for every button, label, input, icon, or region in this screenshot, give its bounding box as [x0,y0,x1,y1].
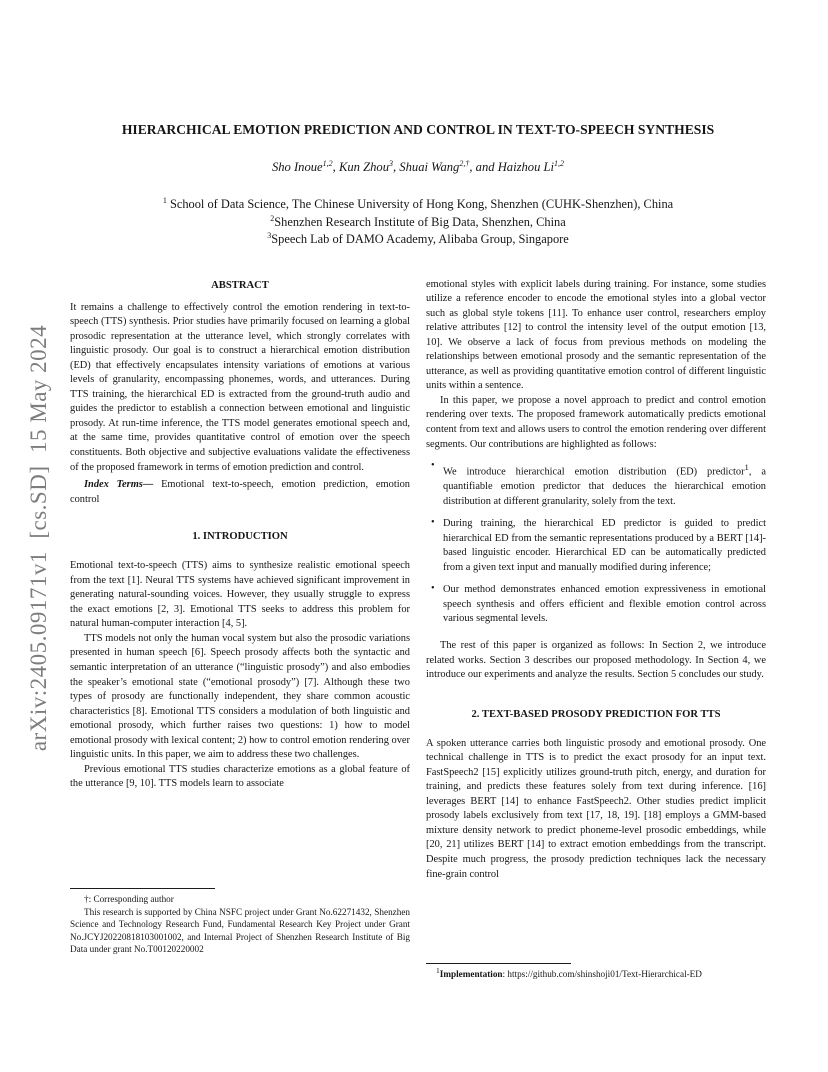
footnote-ref-sup: 1 [744,462,749,473]
affiliation-line [70,196,766,214]
contribution-text: We introduce hierarchical emotion distribution (ED) predictor [443,466,745,478]
author-affiliation-sup: 2,† [459,158,470,168]
left-footnote [70,888,410,955]
author-separator: , [332,160,339,174]
paper-content [70,120,766,981]
intro-paragraph-proposal: In this paper, we propose a novel approach to predict and control emotion rendering over texts. The proposed framework automatically predicts emotional content from text and allows users to control the emotion rendering over different segments. Our contributions are highlighted as follows: [426,394,766,450]
intro-paragraph-1: Emotional text-to-speech (TTS) aims to synthesize realistic emotional speech from the text [1]. Neural TTS systems have achieved significant improvement in generating natural-sounding voices. However, they usually struggle to express the exact emotions [2, 3]. Emotional TTS seeks to address this problem for natural human-computer interaction [4, 5]. [70,560,410,630]
abstract-heading: ABSTRACT [211,279,269,291]
funding-note: This research is supported by China NSFC project under Grant No.62271432, Shenzhen Science and Technology Research Fund, Fundamental Research Key Project under Grant No.JCYJ20220818103001002, and Internal Project of Shenzhen Research Institute of Big Data under grant No.T00120220002 [70,906,410,955]
author-name: Sho Inoue [271,160,323,174]
index-terms-label: Index Terms— [84,479,154,491]
left-column [70,278,410,956]
implementation-url: : https://github.com/shinshoji01/Text-Hierarchical-ED [502,969,702,980]
author-name: Haizhou Li [497,160,555,174]
intro-paragraph-3: Previous emotional TTS studies characterize emotions as a global feature of the utterance [9, 10]. TTS models learn to associate [70,763,410,790]
contribution-item [431,517,766,575]
contribution-text: Our method demonstrates enhanced emotion expressiveness in emotional speech synthesis and offers efficient and flexible emotion control across various segmental levels. [443,584,766,625]
right-footnote [426,963,766,980]
bullet-icon: • [431,460,435,472]
footnote-number-sup: 1 [436,966,440,976]
contribution-text: , a quantifiable emotion predictor that deduces the hierarchical emotion distribution at different granularity, solely from the text. [443,466,766,507]
implementation-note [426,968,766,980]
affiliation-line [70,231,766,249]
two-column-body [70,278,766,981]
contribution-item [431,583,766,627]
index-terms [70,478,410,507]
affiliation-text: Speech Lab of DAMO Academy, Alibaba Group, Singapore [271,232,569,246]
corresponding-author-note: †: Corresponding author [84,894,174,905]
affiliation-block [70,196,766,249]
affiliation-sup: 2 [270,213,275,223]
author-separator: , [393,160,400,174]
footnote-rule [70,888,215,889]
author [272,160,339,174]
author-affiliation-sup: 3 [389,158,393,168]
intro-paragraph-continued: emotional styles with explicit labels during training. For instance, some studies utilize a reference encoder to encode the emotional styles into a global vector such as global style tokens [11]. To enhance user control, researchers employ relative attributes [12] to control the intensity level of the output emotion [13, 10]. We observe a lack of focus from previous methods on modeling the relationships between emotional prosody and the semantic representation of the utterance, as well as providing quantitative emotion control of different linguistic units within a sentence. [426,278,766,392]
bullet-icon: • [431,583,435,595]
section-2-heading: 2. TEXT-BASED PROSODY PREDICTION FOR TTS [471,708,721,720]
paper-outline-paragraph: The rest of this paper is organized as follows: In Section 2, we introduce related works. Section 3 describes our proposed methodology. In Section 4, we introduce our experiments and analyze the results. Section 5 concludes our study. [426,640,766,681]
arxiv-stamp-container [10,265,68,810]
author-name: Shuai Wang [399,160,460,174]
affiliation-text: Shenzhen Research Institute of Big Data, Shenzhen, China [274,214,566,229]
arxiv-watermark: arXiv:2405.09171v1 [cs.SD] 15 May 2024 [26,324,52,751]
footnote-rule [426,963,571,964]
contribution-text: During training, the hierarchical ED predictor is guided to predict hierarchical ED from the semantic representations produced by a BERT [14]-based linguistic encoder. Hierarchical ED can be automatically predicted from a given text input and manually modified during inference; [443,518,766,573]
author [339,160,399,174]
affiliation-text: School of Data Science, The Chinese University of Hong Kong, Shenzhen (CUHK-Shenzhen), China [166,197,674,211]
bullet-icon: • [431,517,435,529]
right-column [426,278,766,981]
author [498,160,564,174]
index-terms-text: Emotional text-to-speech, emotion prediction, emotion control [70,479,410,505]
author-separator: , and [469,160,498,174]
section-2-paragraph-1: A spoken utterance carries both linguistic prosody and emotional prosody. One technical challenge in TTS is to predict the exact prosody for an input text. FastSpeech2 [15] explicitly utilizes ground-truth pitch, energy, and duration for training, and predicts these features solely from text during inference. [16] leverages BERT [14] to enhance FastSpeech2. Other studies predict implicit prosody labels exclusively from text [17, 18, 19]. [18] employs a GMM-based mixture density network to predict phoneme-level prosodic embeddings, while [20, 21] utilizes BERT [14] to extract emotion embeddings from the transcript. Despite much progress, the prosody prediction techniques lack the necessary fine-grain control [426,737,766,880]
affiliation-sup: 3 [267,230,272,240]
author-name: Kun Zhou [338,160,389,174]
author-line [70,160,766,175]
contribution-item [431,460,766,509]
abstract-paragraph: It remains a challenge to effectively control the emotion rendering in text-to-speech (TTS) synthesis. Prior studies have primarily focused on learning a global prosodic representation at the utterance level, which strongly correlates with linguistic prosody. Our goal is to construct a hierarchical emotion distribution (ED) that effectively encapsulates intensity variations of emotions at various levels of granularity, encompassing phonemes, words, and utterances. During TTS training, the hierarchical ED is extracted from the ground-truth audio and guides the predictor to establish a connection between emotional and linguistic prosody. At run-time inference, the TTS model generates emotional speech and, at the same time, provides quantitative control of emotion over the speech constituents. Both objective and subjective evaluations validate the effectiveness of the proposed framework in terms of emotion prediction and control. [70,301,410,473]
contribution-list [426,460,766,635]
author-affiliation-sup: 1,2 [554,158,565,168]
affiliation-sup: 1 [162,195,167,205]
intro-paragraph-2: TTS models not only the human vocal system but also the prosodic variations presented in human speech [6]. Speech prosody affects both the syntactic and semantic interpretation of an utterance (“linguistic prosody”) and also embodies the speaker’s emotional state (“emotional prosody”) [7]. Although these two types of prosody are functionally independent, they share common acoustic characteristics [8]. Emotional TTS considers a modulation of both linguistic and emotional prosody, which further raises two questions: 1) how to model emotional prosody with lexical content; 2) how to control emotion rendering over linguistic units. In this paper, we aim to address these two challenges. [70,632,410,761]
author-affiliation-sup: 1,2 [322,158,333,168]
implementation-label: Implementation [439,969,503,980]
section-1-heading: 1. INTRODUCTION [192,531,288,543]
author [399,160,497,174]
paper-title: HIERARCHICAL EMOTION PREDICTION AND CONTROL IN TEXT-TO-SPEECH SYNTHESIS [121,122,715,137]
affiliation-line [70,214,766,232]
